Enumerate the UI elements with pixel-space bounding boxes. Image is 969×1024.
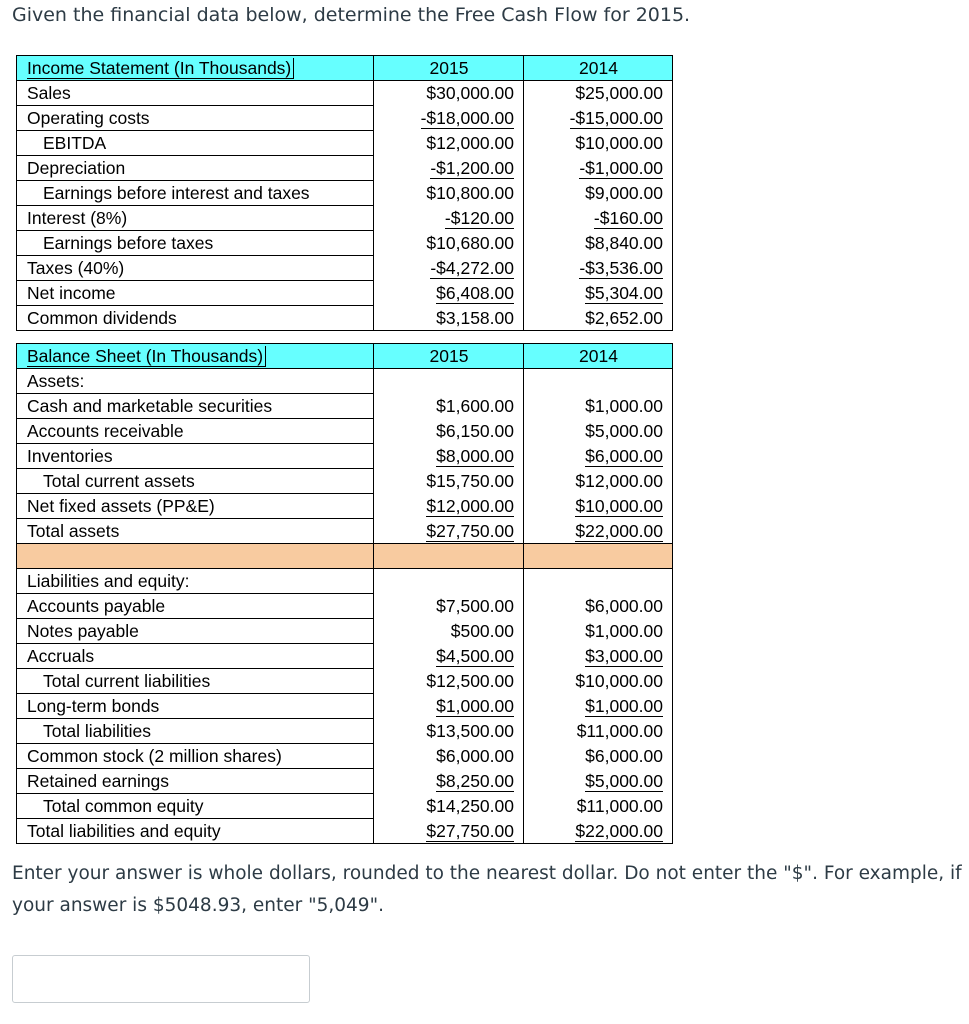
row-label: Total assets bbox=[17, 519, 374, 544]
value-2014 bbox=[524, 619, 673, 644]
value-2014-text: $10,000.00 bbox=[575, 133, 663, 153]
table-row bbox=[17, 469, 673, 494]
value-2014-text: $12,000.00 bbox=[575, 471, 663, 491]
table-row bbox=[17, 644, 673, 669]
table-row bbox=[17, 156, 673, 181]
value-2014-text: $6,000.00 bbox=[585, 446, 663, 466]
value-2015-text: $3,158.00 bbox=[436, 307, 514, 328]
table-row bbox=[17, 81, 673, 106]
row-label: Net fixed assets (PP&E) bbox=[17, 494, 374, 519]
income-header-row bbox=[17, 56, 673, 81]
value-2015 bbox=[374, 206, 524, 231]
value-2014-text: $3,000.00 bbox=[585, 646, 663, 666]
table-row bbox=[17, 256, 673, 281]
value-2014 bbox=[524, 819, 673, 844]
empty-cell bbox=[524, 369, 673, 394]
row-label: Inventories bbox=[17, 444, 374, 469]
income-statement-table bbox=[16, 55, 673, 331]
row-label: Earnings before taxes bbox=[17, 231, 374, 256]
value-2014 bbox=[524, 644, 673, 669]
value-2015 bbox=[374, 131, 524, 156]
table-row bbox=[17, 231, 673, 256]
liabilities-label-row bbox=[17, 569, 673, 594]
value-2015-text: $27,750.00 bbox=[426, 520, 514, 541]
value-2015-text: $1,000.00 bbox=[436, 696, 514, 716]
empty-cell bbox=[374, 569, 524, 594]
value-2015-text: $1,600.00 bbox=[436, 396, 514, 416]
value-2014 bbox=[524, 794, 673, 819]
table-row bbox=[17, 594, 673, 619]
table-header-label-text: Income Statement (In Thousands) bbox=[27, 58, 294, 79]
separator-cell bbox=[374, 544, 524, 569]
row-label: Cash and marketable securities bbox=[17, 394, 374, 419]
value-2014-text: $10,000.00 bbox=[575, 496, 663, 516]
table-row bbox=[17, 519, 673, 544]
answer-instructions: Enter your answer is whole dollars, rounded to the nearest dollar. Do not enter the "$". For example, if your answer is $5048.93, enter "5,049". bbox=[12, 863, 962, 916]
value-2014 bbox=[524, 231, 673, 256]
row-label: Operating costs bbox=[17, 106, 374, 131]
row-label: Earnings before interest and taxes bbox=[17, 181, 374, 206]
value-2014-text: $22,000.00 bbox=[575, 520, 663, 541]
value-2015-text: -$18,000.00 bbox=[420, 108, 514, 128]
value-2014 bbox=[524, 469, 673, 494]
header-year-2014: 2014 bbox=[524, 56, 673, 81]
row-label: Total common equity bbox=[17, 794, 374, 819]
value-2014-text: $11,000.00 bbox=[576, 796, 663, 816]
answer-input[interactable] bbox=[12, 955, 310, 1003]
value-2014 bbox=[524, 206, 673, 231]
value-2014-text: $10,000.00 bbox=[575, 671, 663, 691]
value-2015 bbox=[374, 394, 524, 419]
table-row bbox=[17, 744, 673, 769]
value-2015 bbox=[374, 181, 524, 206]
value-2015-text: -$120.00 bbox=[444, 208, 514, 228]
value-2014-text: -$3,536.00 bbox=[579, 258, 663, 278]
value-2014 bbox=[524, 594, 673, 619]
value-2014-text: $1,000.00 bbox=[585, 696, 663, 716]
value-2014 bbox=[524, 494, 673, 519]
value-2014-text: $1,000.00 bbox=[585, 621, 663, 641]
header-year-2014: 2014 bbox=[524, 344, 673, 369]
row-label: Net income bbox=[17, 281, 374, 306]
value-2015 bbox=[374, 106, 524, 131]
table-row bbox=[17, 131, 673, 156]
value-2015 bbox=[374, 669, 524, 694]
value-2015-text: $4,500.00 bbox=[436, 646, 514, 666]
value-2015 bbox=[374, 769, 524, 794]
table-row bbox=[17, 494, 673, 519]
value-2014 bbox=[524, 669, 673, 694]
value-2015 bbox=[374, 719, 524, 744]
table-row bbox=[17, 819, 673, 844]
table-row bbox=[17, 769, 673, 794]
row-label: Retained earnings bbox=[17, 769, 374, 794]
value-2015 bbox=[374, 519, 524, 544]
value-2014-text: $8,840.00 bbox=[585, 233, 663, 253]
value-2015 bbox=[374, 444, 524, 469]
value-2015-text: -$1,200.00 bbox=[430, 158, 514, 178]
value-2015 bbox=[374, 156, 524, 181]
header-year-2015: 2015 bbox=[374, 56, 524, 81]
value-2015-text: $12,000.00 bbox=[426, 496, 514, 516]
table-row bbox=[17, 694, 673, 719]
row-label: Total current assets bbox=[17, 469, 374, 494]
value-2014 bbox=[524, 106, 673, 131]
row-label: Accruals bbox=[17, 644, 374, 669]
value-2014-text: -$1,000.00 bbox=[579, 158, 663, 178]
value-2015-text: $12,000.00 bbox=[426, 133, 514, 153]
table-row bbox=[17, 181, 673, 206]
value-2014 bbox=[524, 444, 673, 469]
value-2014 bbox=[524, 744, 673, 769]
value-2015-text: $8,250.00 bbox=[436, 771, 514, 791]
value-2015 bbox=[374, 794, 524, 819]
value-2015-text: $10,800.00 bbox=[426, 183, 514, 203]
value-2014 bbox=[524, 419, 673, 444]
row-label: Total liabilities bbox=[17, 719, 374, 744]
value-2014-text: $25,000.00 bbox=[575, 83, 663, 104]
value-2015-text: $8,000.00 bbox=[436, 446, 514, 466]
value-2014-text: -$160.00 bbox=[593, 208, 663, 228]
table-header-label bbox=[17, 56, 374, 81]
value-2014 bbox=[524, 694, 673, 719]
question-text: Given the financial data below, determine the Free Cash Flow for 2015. bbox=[12, 4, 691, 26]
value-2015-text: $10,680.00 bbox=[426, 233, 514, 253]
value-2014-text: $22,000.00 bbox=[575, 820, 663, 841]
value-2015-text: $6,150.00 bbox=[436, 421, 514, 441]
assets-label-row bbox=[17, 369, 673, 394]
row-label: Common stock (2 million shares) bbox=[17, 744, 374, 769]
row-label: Total liabilities and equity bbox=[17, 819, 374, 844]
separator-cell bbox=[17, 544, 374, 569]
section-label: Assets: bbox=[17, 369, 374, 394]
value-2014-text: $9,000.00 bbox=[585, 183, 663, 203]
value-2015 bbox=[374, 644, 524, 669]
row-label: Common dividends bbox=[17, 306, 374, 331]
value-2015 bbox=[374, 494, 524, 519]
value-2014 bbox=[524, 306, 673, 331]
section-label: Liabilities and equity: bbox=[17, 569, 374, 594]
value-2015 bbox=[374, 819, 524, 844]
value-2015-text: $12,500.00 bbox=[426, 671, 514, 691]
empty-cell bbox=[524, 569, 673, 594]
row-label: Interest (8%) bbox=[17, 206, 374, 231]
value-2015 bbox=[374, 419, 524, 444]
table-header-label bbox=[17, 344, 374, 369]
value-2014 bbox=[524, 131, 673, 156]
value-2014-text: $1,000.00 bbox=[585, 396, 663, 416]
value-2015-text: -$4,272.00 bbox=[430, 258, 514, 278]
value-2015-text: $500.00 bbox=[450, 621, 514, 641]
row-label: Sales bbox=[17, 81, 374, 106]
row-label: Taxes (40%) bbox=[17, 256, 374, 281]
table-row bbox=[17, 444, 673, 469]
value-2014 bbox=[524, 256, 673, 281]
value-2014-text: $5,000.00 bbox=[585, 421, 663, 441]
header-year-2015: 2015 bbox=[374, 344, 524, 369]
value-2015 bbox=[374, 256, 524, 281]
table-row bbox=[17, 419, 673, 444]
value-2015-text: $30,000.00 bbox=[426, 83, 514, 104]
row-label: Total current liabilities bbox=[17, 669, 374, 694]
value-2014-text: -$15,000.00 bbox=[569, 108, 663, 128]
table-row bbox=[17, 106, 673, 131]
balance-sheet-table bbox=[16, 343, 673, 844]
value-2014-text: $6,000.00 bbox=[585, 596, 663, 616]
table-row bbox=[17, 619, 673, 644]
value-2014 bbox=[524, 156, 673, 181]
table-row bbox=[17, 206, 673, 231]
value-2015 bbox=[374, 306, 524, 331]
value-2015-text: $6,408.00 bbox=[436, 283, 514, 303]
section-separator bbox=[17, 544, 673, 569]
value-2014 bbox=[524, 81, 673, 106]
table-row bbox=[17, 719, 673, 744]
value-2015 bbox=[374, 744, 524, 769]
row-label: EBITDA bbox=[17, 131, 374, 156]
value-2014 bbox=[524, 394, 673, 419]
value-2014-text: $6,000.00 bbox=[585, 746, 663, 766]
value-2015-text: $7,500.00 bbox=[436, 596, 514, 616]
value-2015-text: $14,250.00 bbox=[426, 796, 514, 816]
value-2014 bbox=[524, 719, 673, 744]
value-2014-text: $5,304.00 bbox=[585, 283, 663, 303]
table-row bbox=[17, 281, 673, 306]
table-header-label-text: Balance Sheet (In Thousands) bbox=[27, 346, 266, 367]
value-2015 bbox=[374, 231, 524, 256]
value-2015 bbox=[374, 594, 524, 619]
table-row bbox=[17, 794, 673, 819]
value-2014 bbox=[524, 181, 673, 206]
value-2015-text: $6,000.00 bbox=[436, 746, 514, 766]
value-2015 bbox=[374, 469, 524, 494]
table-row bbox=[17, 394, 673, 419]
value-2015 bbox=[374, 619, 524, 644]
empty-cell bbox=[374, 369, 524, 394]
table-row bbox=[17, 669, 673, 694]
value-2014 bbox=[524, 281, 673, 306]
value-2014-text: $2,652.00 bbox=[585, 307, 663, 328]
value-2015 bbox=[374, 694, 524, 719]
value-2015 bbox=[374, 281, 524, 306]
row-label: Accounts payable bbox=[17, 594, 374, 619]
value-2014 bbox=[524, 519, 673, 544]
separator-cell bbox=[524, 544, 673, 569]
row-label: Depreciation bbox=[17, 156, 374, 181]
value-2015 bbox=[374, 81, 524, 106]
row-label: Long-term bonds bbox=[17, 694, 374, 719]
value-2015-text: $15,750.00 bbox=[426, 471, 514, 491]
row-label: Notes payable bbox=[17, 619, 374, 644]
value-2014 bbox=[524, 769, 673, 794]
row-label: Accounts receivable bbox=[17, 419, 374, 444]
value-2014-text: $5,000.00 bbox=[585, 771, 663, 791]
value-2015-text: $27,750.00 bbox=[426, 820, 514, 841]
value-2015-text: $13,500.00 bbox=[426, 721, 514, 741]
table-row bbox=[17, 306, 673, 331]
value-2014-text: $11,000.00 bbox=[576, 721, 663, 741]
balance-header-row bbox=[17, 344, 673, 369]
